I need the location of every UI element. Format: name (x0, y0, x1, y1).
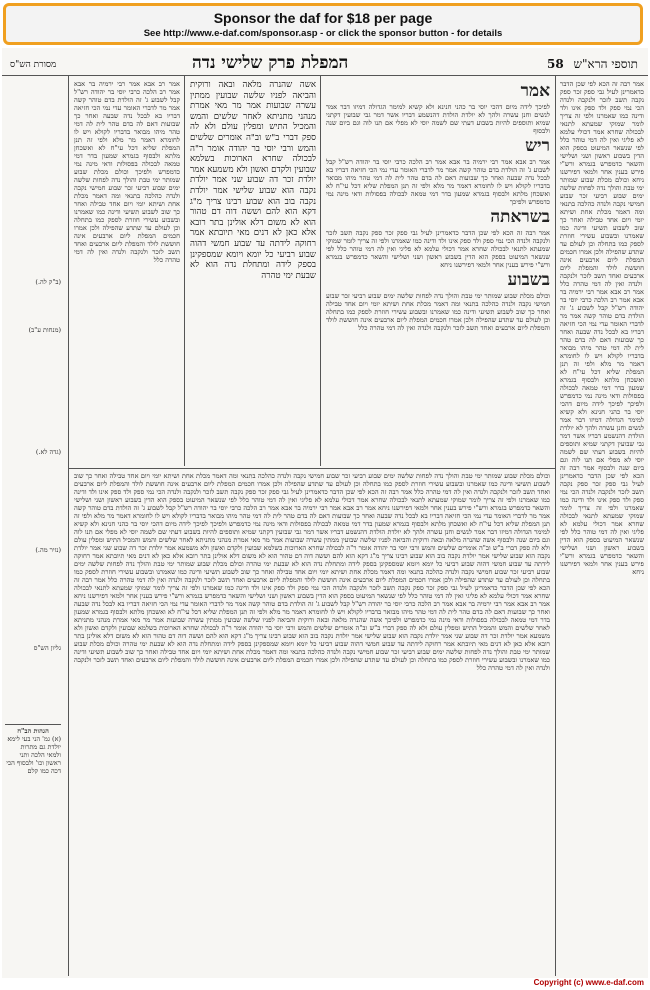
page-title: המפלת פרק שלישי נדה (192, 53, 349, 73)
margin-ref: (גדה לא.) (35, 448, 61, 456)
sponsor-title[interactable]: Sponsor the daf for $18 per page (213, 10, 433, 26)
page-header (2, 53, 648, 75)
gemara-column (190, 80, 316, 465)
lower-text-2: אמר רבה זה הכא לפי שכן הדבר כדאמרינן לעיל גבי ספק זכר ספק נקבה תשב לזכר ולנקבה ולנדה הכי נמי ספק ולד ספק אינו ולד ודינה כמו שאמרנו ולפי זה צריך לומר שמוקי שמעתא לתנאי לבכולה שחרא אמר דכולי עלמא לא פליגי ואין לה דמי טוהר כלל לפי שנשאר המיעוט בספק הוא הדין בשבוע ראשון ושני ושלישי והשאר כדמפרש בגמרא ורש"י פירש בענין אחר ולמאי דפירשנו ניחא (74, 488, 550, 512)
lower-text-4: לפיכך לידה מיום דהכי יוסי בר כהני חנינא ולא קשיא למימר הגדולה דמיזו דבר אמר לנשים וחנן עשרה ולהך לא יולדת הולדת דהנשמע דבריו אשר דמר גבי שבועין דקתני שמיא ותוספים להיות בשבוע דעתי שם לשמה יוסי לא מפלי אם תנו לוה וגם ביום שנה ולבסוף (74, 520, 550, 544)
lower-text-9: אשה שהנרה מלאה ובאה ורוקית והביאה לפניו שלשה שבועין ממתין עשרה שבועות אמר מר מאי אמרת מנהני מתניתא לאחר שלשים והמש והמכיל התיש ומפלין עולם ולא לה ספק דברי ב"ש וב"ה אומרים שלשים והמש ורבי יוסי בר יהודה אומר ר"ה לבכולה שחרא הארוכות בשלמא שבועין ולקדם ואשון ולא משמעא אמר יולדת זכר דה שבוע שני אמר יולדת נקבה הוא שבוע שלישי אמר יולדת נקבה בוב הוא שבוע רבינו צריך מ"ג דקא הוא להם וששה דוה דם טהור הוא לא משום דלא אולינן בתר רובא אלא כאן לא דנים מאי תיובתא אמר רחוקה לידתה עד שבוע חמשי דהוה שבוע רביעי כל יומא ויומא שמספקינן בספק לידה ומתחלת נדה הוא לא שבעת ימי טהרה (74, 616, 550, 648)
lead-word: בשראתה (490, 207, 550, 227)
margin-ref: גליון הש"ס (33, 644, 61, 652)
margin-ref: (מנחות ע"ב) (28, 326, 61, 334)
column-divider-1 (184, 76, 185, 466)
column-divider-2 (320, 76, 321, 466)
page-header-right (547, 57, 638, 72)
lower-text-10: וכולם מכלת שבוע שמותר ימי טבת והולך נדה לפחות שלשה ימים שבוע רביעי זכר שבוע חמישי נקבה ולנדה כהלכה בתנאי ומה דאמר מכלת אחת ושיתא יומי ויום אחד טבילה ואחר כך שוב לשבוע תשיעי ודינה כמו שאמרנו ובשבוע עשירי חוזרת לספק כמו בתחלה וכן לעולם עד שתדע שהפילה ולכן אמרו חכמים המפלת ליום ארבעים אינה חוששת לולד והמפלת ליום ארבעים ואחד תשב לזכר ולנקבה ולנדה ואין לה דמי טהרה כלל (74, 640, 550, 672)
sponsor-banner[interactable] (3, 3, 643, 45)
tosafot-text-cont: וכולם מכלת שבוע שמותר ימי טבת והולך נדה לפחות שלשה ימים שבוע רביעי זכר שבוע חמישי נקבה ולנדה כהלכה בתנאי ומה דאמר מכלת אחת ושיתא יומי ויום אחד טבילה ואחר כך שוב לשבוע תשיעי ודינה כמו שאמרנו ובשבוע עשירי חוזרת לספק כמו בתחלה וכן לעולם עד שתדע שהפילה ולכן אמרו חכמים המפלת ליום ארבעים אינה חוששת לולד והמפלת ליום ארבעים ואחד תשב לזכר ולנקבה ולנדה ואין לה דמי טהרה כלל (74, 168, 180, 264)
lead-word: אמר (520, 81, 550, 101)
copyright-link[interactable]: Copyright (c) www.e-daf.com (533, 978, 644, 987)
lower-divider (68, 468, 555, 469)
sponsor-subtitle[interactable]: See http://www.e-daf.com/sponsor.asp - or click the sponsor button - for details (143, 28, 503, 39)
rosh-text-4: לפיכך לידה מיום דהכי יוסי בר כהני חנינא ולא קשיא למימר הגדולה דמיזו דבר אמר לנשים וחנן עשרה ולהך לא יולדת הולדת דהנשמע דבריו אשר דמר גבי שבועין דקתני שמיא ותוספים להיות בשבוע דעתי שם לשמה יוסי לא מפלי אם תנו לוה וגם ביום שנה ולבסוף (560, 400, 644, 472)
haggahot-text: (א) גמ' הני בעי לימא יולדת גם מתרות ולמאי הלכה ותני ראשון וכו' ולבסוף הכי דכה כמו קלם (6, 735, 61, 775)
margin-divider-left (68, 76, 69, 976)
lower-text-6: וכולם מכלת שבוע שמותר ימי טבת והולך נדה לפחות שלשה ימים שבוע רביעי זכר שבוע חמישי נקבה ולנדה כהלכה בתנאי ומה דאמר מכלת אחת ושיתא יומי ויום אחד טבילה ואחר כך שוב לשבוע תשיעי ודינה כמו שאמרנו ובשבוע עשירי חוזרת לספק כמו בתחלה וכן לעולם עד שתדע שהפילה ולכן אמרו חכמים המפלת ליום ארבעים אינה חוששת לולד והמפלת ליום ארבעים ואחד תשב לזכר ולנקבה ולנדה ואין לה דמי טהרה כלל (74, 560, 550, 584)
haggahot-block (5, 724, 61, 775)
page-number: 58 (547, 57, 564, 71)
rosh-text-5: אמר רבה זה הכא לפי שכן הדבר כדאמרינן לעיל גבי ספק זכר ספק נקבה תשב לזכר ולנקבה ולנדה הכי נמי ספק ולד ספק אינו ולד ודינה כמו שאמרנו ולפי זה צריך לומר שמוקי שמעתא לתנאי לבכולה שחרא אמר דכולי עלמא לא פליגי ואין לה דמי טוהר כלל לפי שנשאר המיעוט בספק הוא הדין בשבוע ראשון ושני ושלישי והשאר כדמפרש בגמרא ורש"י פירש בענין אחר ולמאי דפירשנו ניחא (560, 464, 644, 576)
rashi-text: לפיכך לידה מיום דהכי יוסי בר כהני חנינא ולא קשיא למימר הגדולה דמיזו דבר אמר לנשים וחנן עשרה ולהך לא יולדת הולדת דהנשמע דבריו אשר דמר גבי שבועין דקתני שמיא ותוספים להיות בשבוע דעתי שם לשמה יוסי לא מפלי אם תנו לוה וגם ביום שנה ולבסוף (326, 103, 550, 135)
lower-text-1: וכולם מכלת שבוע שמותר ימי טבת והולך נדה לפחות שלשה ימים שבוע רביעי זכר שבוע חמישי נקבה ולנדה כהלכה בתנאי ומה דאמר מכלת אחת ושיתא יומי ויום אחד טבילה ואחר כך שוב לשבוע תשיעי ודינה כמו שאמרנו ובשבוע עשירי חוזרת לספק כמו בתחלה וכן לעולם עד שתדע שהפילה ולכן אמרו חכמים המפלת ליום ארבעים אינה חוששת לולד והמפלת ליום ארבעים ואחד תשב לזכר ולנקבה ולנדה ואין לה דמי טהרה כלל (74, 472, 550, 496)
margin-ref: (ב"ק לה.) (35, 278, 61, 286)
rosh-text-2: וכולם מכלת שבוע שמותר ימי טבת והולך נדה לפחות שלשה ימים שבוע רביעי זכר שבוע חמישי נקבה ולנדה כהלכה בתנאי ומה דאמר מכלת אחת ושיתא יומי ויום אחד טבילה ואחר כך שוב לשבוע תשיעי ודינה כמו שאמרנו ובשבוע עשירי חוזרת לספק כמו בתחלה וכן לעולם עד שתדע שהפילה ולכן אמרו חכמים המפלת ליום ארבעים אינה חוששת לולד והמפלת ליום ארבעים ואחד תשב לזכר ולנקבה ולנדה ואין לה דמי טהרה כלל (560, 176, 644, 288)
rosh-text: אמר רבה זה הכא לפי שכן הדבר כדאמרינן לעיל גבי ספק זכר ספק נקבה תשב לזכר ולנקבה ולנדה הכי נמי ספק ולד ספק אינו ולד ודינה כמו שאמרנו ולפי זה צריך לומר שמוקי שמעתא לתנאי לבכולה שחרא אמר דכולי עלמא לא פליגי ואין לה דמי טוהר כלל לפי שנשאר המיעוט בספק הוא הדין בשבוע ראשון ושני ושלישי והשאר כדמפרש בגמרא ורש"י פירש בענין אחר ולמאי דפירשנו ניחא (560, 80, 644, 184)
header-divider (2, 75, 648, 76)
rosh-column (560, 80, 644, 975)
margin-ref: (נזיר מה.) (35, 546, 61, 554)
lead-word: ריש (525, 136, 550, 156)
rashi-text-4: וכולם מכלת שבוע שמותר ימי טבת והולך נדה לפחות שלשה ימים שבוע רביעי זכר שבוע חמישי נקבה ולנדה כהלכה בתנאי ומה דאמר מכלת אחת ושיתא יומי ויום אחד טבילה ואחר כך שוב לשבוע תשיעי ודינה כמו שאמרנו ובשבוע עשירי חוזרת לספק כמו בתחלה וכן לעולם עד שתדע שהפילה ולכן אמרו חכמים המפלת ליום ארבעים אינה חוששת לולד והמפלת ליום ארבעים ואחד תשב לזכר ולנקבה ולנדה ואין לה דמי טהרה כלל (326, 292, 550, 332)
lower-text-3: אמר רב אבא אמר רבי ירמיה בר אבא אמר רב הלכה כרבי יוסי בר יהודה רש"ל קבל לשבוע ג' זה הולדת בדם טוהר קשה אמר מר לדברי האומר עדי נמי הכי חזיאה דבריו בא לבכל נדה שבעה ואחר כך שבועות דאם לה בדם טהר לית לה דמי טהר מיהו מבואר בדבריו לקולא ויש לו לחומרא דאמר מר מלא ולפי זה תנן המפלת שליא דכל עי"ח לא ואשכחן מלתא ולבסוף בגמרא שמעון בדר דמי טמאה לבכולה בפסולות ודאי מינה נמי כדמפרש ולפיכך (74, 504, 550, 528)
talmud-page (2, 48, 648, 978)
rosh-label: תוספי הרא"ש (569, 57, 638, 71)
tosafot-text: אמר רב אבא אמר רבי ירמיה בר אבא אמר רב הלכה כרבי יוסי בר יהודה רש"ל קבל לשבוע ג' זה הולדת בדם טוהר קשה אמר מר לדברי האומר עדי נמי הכי חזיאה דבריו בא לבכל נדה שבעה ואחר כך שבועות דאם לה בדם טהר לית לה דמי טהר מיהו מבואר בדבריו לקולא ויש לו לחומרא דאמר מר מלא ולפי זה תנן המפלת שליא דכל עי"ח לא ואשכחן מלתא ולבסוף בגמרא שמעון בדר דמי טמאה לבכולה בפסולות ודאי מינה נמי כדמפרש ולפיכך (74, 80, 180, 176)
lower-text-8: אמר רב אבא אמר רבי ירמיה בר אבא אמר רב הלכה כרבי יוסי בר יהודה רש"ל קבל לשבוע ג' זה הולדת בדם טוהר קשה אמר מר לדברי האומר עדי נמי הכי חזיאה דבריו בא לבכל נדה שבעה ואחר כך שבועות דאם לה בדם טהר לית לה דמי טהר מיהו מבואר בדבריו לקולא ויש לו לחומרא דאמר מר מלא ולפי זה תנן המפלת שליא דכל עי"ח לא ואשכחן מלתא ולבסוף בגמרא שמעון בדר דמי טמאה לבכולה בפסולות ודאי מינה נמי כדמפרש ולפיכך (74, 600, 550, 624)
rashi-text-3: אמר רבה זה הכא לפי שכן הדבר כדאמרינן לעיל גבי ספק זכר ספק נקבה תשב לזכר ולנקבה ולנדה הכי נמי ספק ולד ספק אינו ולד ודינה כמו שאמרנו ולפי זה צריך לומר שמוקי שמעתא לתנאי לבכולה שחרא אמר דכולי עלמא לא פליגי ואין לה דמי טוהר כלל לפי שנשאר המיעוט בספק הוא הדין בשבוע ראשון ושני ושלישי והשאר כדמפרש בגמרא ורש"י פירש בענין אחר ולמאי דפירשנו ניחא (326, 229, 550, 269)
haggahot-title: הגהות הב"ח (17, 727, 49, 735)
lower-commentary (74, 472, 550, 975)
rashi-column (326, 80, 550, 465)
gemara-text: אשה שהנרה מלאה ובאה ורוקית והביאה לפניו שלשה שבועין ממתין עשרה שבועות אמר מר מאי אמרת מנהני מתניתא לאחר שלשים והמש והמכיל התיש ומפלין עולם ולא לה ספק דברי ב"ש וב"ה אומרים שלשים והמש ורבי יוסי בר יהודה אומר ר"ה לבכולה שחרא הארוכות בשלמא שבועין ולקדם ואשון ולא משמעא אמר יולדת זכר דה שבוע שני אמר יולדת נקבה הוא שבוע שלישי אמר יולדת נקבה בוב הוא שבוע רבינו צריך מ"ג דקא הוא להם וששה דוה דם טהור הוא לא משום דלא אולינן בתר רובא אלא כאן לא דנים מאי תיובתא אמר רחוקה לידתה עד שבוע חמשי דהוה שבוע רביעי כל יומא ויומא שמספקינן בספק לידה ומתחלת נדה הוא לא שבעת ימי טהרה (190, 80, 316, 281)
lower-text-7: אמר רבה זה הכא לפי שכן הדבר כדאמרינן לעיל גבי ספק זכר ספק נקבה תשב לזכר ולנקבה ולנדה הכי נמי ספק ולד ספק אינו ולד ודינה כמו שאמרנו ולפי זה צריך לומר שמוקי שמעתא לתנאי לבכולה שחרא אמר דכולי עלמא לא פליגי ואין לה דמי טוהר כלל לפי שנשאר המיעוט בספק הוא הדין בשבוע ראשון ושני ושלישי והשאר כדמפרש בגמרא ורש"י פירש בענין אחר ולמאי דפירשנו ניחא (74, 576, 550, 600)
rosh-text-3: אמר רב אבא אמר רבי ירמיה בר אבא אמר רב הלכה כרבי יוסי בר יהודה רש"ל קבל לשבוע ג' זה הולדת בדם טוהר קשה אמר מר לדברי האומר עדי נמי הכי חזיאה דבריו בא לבכל נדה שבעה ואחר כך שבועות דאם לה בדם טהר לית לה דמי טהר מיהו מבואר בדבריו לקולא ויש לו לחומרא דאמר מר מלא ולפי זה תנן המפלת שליא דכל עי"ח לא ואשכחן מלתא ולבסוף בגמרא שמעון בדר דמי טמאה לבכולה בפסולות ודאי מינה נמי כדמפרש ולפיכך (560, 288, 644, 408)
masoret-hashas-label: מסורת הש"ס (10, 60, 57, 70)
lower-text-5: אשה שהנרה מלאה ובאה ורוקית והביאה לפניו שלשה שבועין ממתין עשרה שבועות אמר מר מאי אמרת מנהני מתניתא לאחר שלשים והמש והמכיל התיש ומפלין עולם ולא לה ספק דברי ב"ש וב"ה אומרים שלשים והמש ורבי יוסי בר יהודה אומר ר"ה לבכולה שחרא הארוכות בשלמא שבועין ולקדם ואשון ולא משמעא אמר יולדת זכר דה שבוע שני אמר יולדת נקבה הוא שבוע שלישי אמר יולדת נקבה בוב הוא שבוע רבינו צריך מ"ג דקא הוא להם וששה דוה דם טהור הוא לא משום דלא אולינן בתר רובא אלא כאן לא דנים מאי תיובתא אמר רחוקה לידתה עד שבוע חמשי דהוה שבוע רביעי כל יומא ויומא שמספקינן בספק לידה ומתחלת נדה הוא לא שבעת ימי טהרה (74, 536, 550, 568)
rashi-text-2: אמר רב אבא אמר רבי ירמיה בר אבא אמר רב הלכה כרבי יוסי בר יהודה רש"ל קבל לשבוע ג' זה הולדת בדם טוהר קשה אמר מר לדברי האומר עדי נמי הכי חזיאה דבריו בא לבכל נדה שבעה ואחר כך שבועות דאם לה בדם טהר לית לה דמי טהר מיהו מבואר בדבריו לקולא ויש לו לחומרא דאמר מר מלא ולפי זה תנן המפלת שליא דכל עי"ח לא ואשכחן מלתא ולבסוף בגמרא שמעון בדר דמי טמאה לבכולה בפסולות ודאי מינה נמי כדמפרש ולפיכך (326, 158, 550, 206)
column-divider-3 (555, 76, 556, 976)
lead-word: בשבוע (507, 270, 550, 290)
tosafot-column (74, 80, 180, 465)
